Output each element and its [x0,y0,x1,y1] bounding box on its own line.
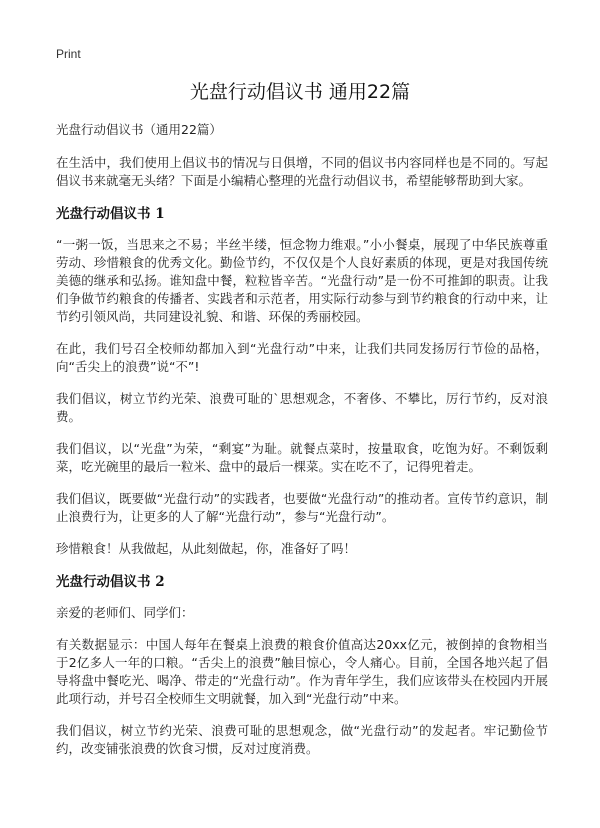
page-title: 光盘行动倡议书 通用22篇 [189,81,411,103]
section-heading: 光盘行动倡议书 1 [56,206,165,222]
section-paragraph: 亲爱的老师们、同学们： [56,605,194,620]
section-2 [56,572,548,758]
section-paragraph: 我们倡议，既要做“光盘行动”的实践者，也要做“光盘行动”的推动者。宣传节约意识，制止浪费行为，让更多的人了解“光盘行动”，参与“光盘行动”。 [56,491,548,524]
section-paragraph: “一粥一饭，当思来之不易；半丝半缕，恒念物力维艰。”小小餐桌，展现了中华民族尊重劳动、珍惜粮食的优秀文化。勤俭节约，不仅仅是个人良好素质的体现，更是对我国传统美德的继承和弘扬。谁知盘中餐，粒粒皆辛苦。“光盘行动”是一份不可推卸的职责。让我们争做节约粮食的传播者、实践者和示范者，用实际行动参与到节约粮食的行动中来，让节约引领风尚，共同建设礼貌、和谐、环保的秀丽校园。 [56,237,548,324]
section-paragraph: 在此，我们号召全校师幼都加入到“光盘行动”中来，让我们共同发扬厉行节俭的品格，向“舌尖上的浪费”说“不”! [56,341,548,374]
section-paragraph: 我们倡议，树立节约光荣、浪费可耻的思想观念，做“光盘行动”的发起者。牢记勤俭节约，改变铺张浪费的饮食习惯，反对过度消费。 [56,723,548,756]
intro-paragraph: 在生活中，我们使用上倡议书的情况与日俱增，不同的倡议书内容同样也是不同的。写起倡议书来就毫无头绪？下面是小编精心整理的光盘行动倡议书，希望能够帮助到大家。 [56,155,548,188]
section-paragraph: 我们倡议，以“光盘”为荣，“剩宴”为耻。就餐点菜时，按量取食，吃饱为好。不剩饭剩菜，吃光碗里的最后一粒米、盘中的最后一棵菜。实在吃不了，记得兜着走。 [56,441,548,474]
section-paragraph: 珍惜粮食！从我做起，从此刻做起，你，准备好了吗！ [56,541,357,556]
article-body [56,121,548,772]
section-heading: 光盘行动倡议书 2 [56,574,165,590]
section-paragraph: 有关数据显示：中国人每年在餐桌上浪费的粮食价值高达20xx亿元，被倒掉的食物相当于2亿多人一年的口粮。“舌尖上的浪费”触目惊心，令人痛心。目前，全国各地兴起了倡导将盘中餐吃光、喝净、带走的“光盘行动”。作为青年学生，我们应该带头在校园内开展此项行动，并号召全校师生文明就餐，加入到“光盘行动”中来。 [56,637,548,706]
section-paragraph: 我们倡议，树立节约光荣、浪费可耻的`思想观念，不奢侈、不攀比，厉行节约，反对浪费。 [56,391,548,424]
section-1 [56,204,548,558]
print-link[interactable]: Print [56,47,81,61]
article-subtitle: 光盘行动倡议书（通用22篇） [56,122,222,137]
